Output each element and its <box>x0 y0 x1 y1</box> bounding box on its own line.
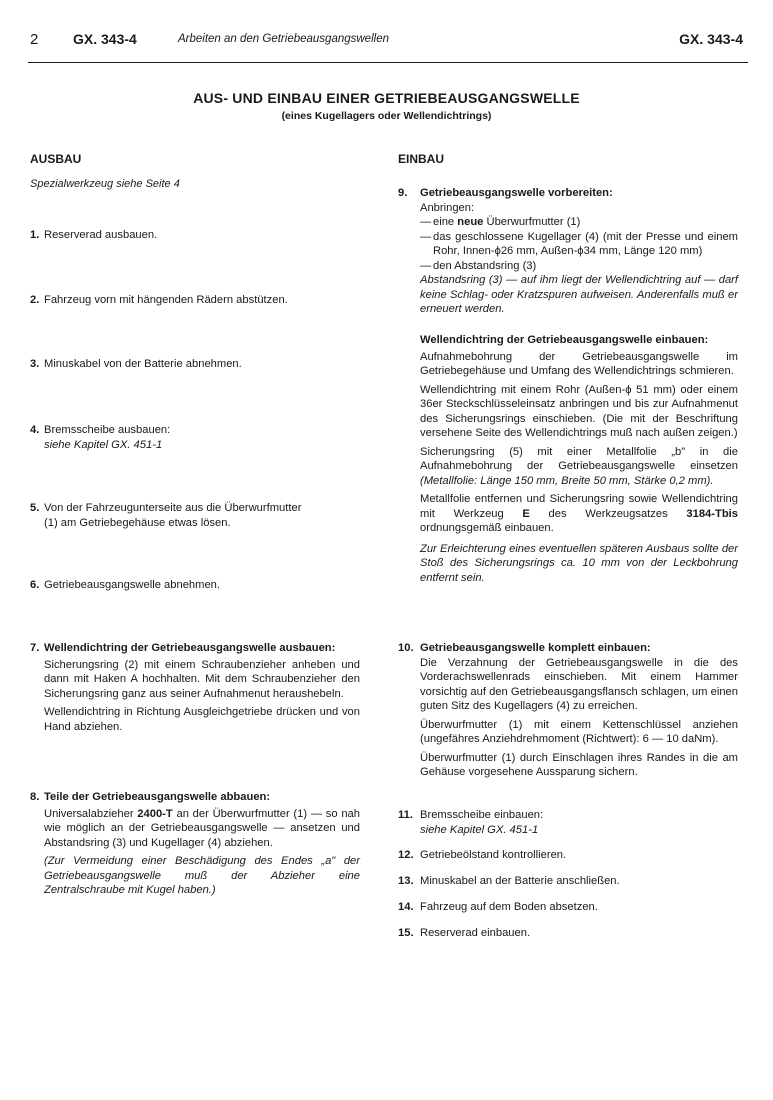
step-heading: Getriebeausgangswelle vorbereiten: <box>420 187 613 199</box>
step-text: Minuskabel von der Batterie abnehmen. <box>44 358 242 370</box>
einbau-step-13 <box>398 874 738 889</box>
step-number: 4. <box>30 424 40 436</box>
step-paragraph: Sicherungsring (5) mit einer Metallfolie „b" in die Aufnahmebohrung der Getriebeausgangswelle einsetzen (Metallfolie: Länge 150 mm, Breite 50 mm, Stärke 0,2 mm). <box>420 445 738 487</box>
step-number: 15. <box>398 927 414 939</box>
step-paragraph: Aufnahmebohrung der Getriebeausgangswelle im Getriebegehäuse und Umfang des Wellendichtrings schmieren. <box>420 350 738 377</box>
tool-code: 3184-Tbis <box>686 507 738 520</box>
step-number: 11. <box>398 809 413 821</box>
step-note: Zur Erleichterung eines eventuellen späteren Ausbaus sollte der Stoß des Sicherungsrings ca. 10 mm von der Leckbohrung entfernt sein. <box>420 542 738 584</box>
step-heading: Wellendichtring der Getriebeausgangswelle ausbauen: <box>44 642 336 654</box>
step-intro: Anbringen: <box>420 201 475 214</box>
step-heading: Wellendichtring der Getriebeausgangswelle einbauen: <box>420 334 709 346</box>
einbau-step-9 <box>398 186 738 321</box>
section-title: Arbeiten an den Getriebeausgangswellen <box>178 33 389 45</box>
step-text: Reserverad einbauen. <box>420 927 531 939</box>
step-number: 3. <box>30 358 40 370</box>
step-text: Minuskabel an der Batterie anschließen. <box>420 875 620 887</box>
ausbau-step-5 <box>30 501 375 530</box>
step-number: 7. <box>30 642 40 654</box>
document-code-left: GX. 343-4 <box>73 31 137 47</box>
step-paragraph: Wellendichtring in Richtung Ausgleichgetriebe drücken und von Hand abziehen. <box>44 706 360 733</box>
list-item: — den Abstandsring (3) <box>420 259 537 272</box>
ausbau-step-3 <box>30 357 370 372</box>
document-code-right: GX. 343-4 <box>679 31 743 47</box>
page-subtitle: (eines Kugellagers oder Wellendichtrings) <box>281 110 492 122</box>
step-heading: Getriebeausgangswelle komplett einbauen: <box>420 642 651 654</box>
step-number: 6. <box>30 579 40 591</box>
step-paragraph: Überwurfmutter (1) mit einem Kettenschlüssel anziehen (ungefähres Anziehdrehmoment (Richtwert): 6 — 10 daNm). <box>420 718 738 745</box>
ausbau-step-4 <box>30 423 370 452</box>
einbau-step-11 <box>398 808 738 837</box>
einbau-heading: EINBAU <box>398 152 445 166</box>
step-number: 9. <box>398 187 408 199</box>
step-paragraph: Sicherungsring (2) mit einem Schraubenzieher anheben und dann mit Haken A hochhalten. Mit dem Schraubenzieher den Sicherungsring ganz aus seiner Aufnahmenut heraushebeln. <box>44 658 360 700</box>
step-paragraph: Die Verzahnung der Getriebeausgangswelle in die des Vorderachswellenrads einschieben. Mit einem Hammer vorsichtig auf den Getriebeausgangsflansch schlagen, um einen guten Sitz des Kugellagers (4) zu erreichen. <box>420 656 738 712</box>
step-text: Getriebeausgangswelle abnehmen. <box>44 579 221 591</box>
step-number: 1. <box>30 229 40 241</box>
step-note: (Zur Vermeidung einer Beschädigung des Endes „a" der Getriebeausgangswelle muß der Abzieher eine Zentralschraube mit Kugel haben.) <box>44 855 360 896</box>
step-number: 2. <box>30 294 40 306</box>
step-text: Bremsscheibe ausbauen: <box>44 424 171 436</box>
special-tool-note: Spezialwerkzeug siehe Seite 4 <box>30 178 180 190</box>
page-header <box>25 31 748 51</box>
step-text: Fahrzeug vorn mit hängenden Rädern abstützen. <box>44 294 288 306</box>
step-number: 14. <box>398 901 414 913</box>
page-number: 2 <box>30 31 39 48</box>
tool-code: E <box>522 507 530 520</box>
step-number: 12. <box>398 849 414 861</box>
step-heading: Teile der Getriebeausgangswelle abbauen: <box>44 791 271 803</box>
step-number: 10. <box>398 642 414 654</box>
step-paragraph: Überwurfmutter (1) durch Einschlagen ihres Randes in die am Gehäuse vorgesehene Aussparung sichern. <box>420 751 738 778</box>
einbau-step-15 <box>398 926 738 941</box>
step-paragraph: Metallfolie entfernen und Sicherungsring sowie Wellendichtring mit Werkzeug E des Werkzeugsatzes 3184-Tbis ordnungsgemäß einbauen. <box>420 493 738 534</box>
list-item: — das geschlossene Kugellager (4) (mit der Presse und einem Rohr, Innen-ϕ26 mm, Außen-ϕ34 mm, Länge 120 mm) <box>420 230 738 257</box>
ausbau-step-8 <box>30 790 360 902</box>
step-paragraph: Universalabzieher 2400-T an der Überwurfmutter (1) — so nah wie möglich an der Getriebeausgangswelle — ansetzen und Abstandsring (3) und Kugellager (4) abziehen. <box>44 807 360 849</box>
step-number: 8. <box>30 791 40 803</box>
ausbau-step-7 <box>30 641 360 738</box>
einbau-wellendichtring <box>398 333 738 589</box>
tool-code: 2400-T <box>137 807 173 820</box>
step-text-line: (1) am Getriebegehäuse etwas lösen. <box>44 516 231 529</box>
chapter-reference: siehe Kapitel GX. 451-1 <box>420 823 539 836</box>
ausbau-step-1 <box>30 228 370 243</box>
step-text: Getriebeölstand kontrollieren. <box>420 849 567 861</box>
step-paragraph: Wellendichtring mit einem Rohr (Außen-ϕ 51 mm) oder einem 36er Steckschlüsseleinsatz anbringen und bis zur Aufnahmenut des Sicherungsrings einschieben. (Die mit der Beschriftung versehene Seite des Wellendichtrings muß nach außen zeigen.) <box>420 383 738 439</box>
step-text-line: Von der Fahrzeugunterseite aus die Überwurfmutter <box>44 502 302 514</box>
ausbau-step-2 <box>30 293 370 308</box>
page-title: AUS- UND EINBAU EINER GETRIEBEAUSGANGSWELLE <box>193 90 580 106</box>
chapter-reference: siehe Kapitel GX. 451-1 <box>44 438 163 451</box>
list-item: — eine neue Überwurfmutter (1) <box>420 216 581 228</box>
einbau-step-10 <box>398 641 738 784</box>
einbau-step-12 <box>398 848 738 863</box>
einbau-step-14 <box>398 900 738 915</box>
step-number: 5. <box>30 502 40 514</box>
step-number: 13. <box>398 875 414 887</box>
step-text: Fahrzeug auf dem Boden absetzen. <box>420 901 598 913</box>
step-note: Abstandsring (3) — auf ihm liegt der Wellendichtring auf — darf keine Schlag- oder Kratzspuren aufweisen. Anderenfalls muß er erneuert werden. <box>420 274 738 315</box>
header-rule <box>28 62 748 63</box>
ausbau-step-6 <box>30 578 370 593</box>
step-text: Reserverad ausbauen. <box>44 229 158 241</box>
ausbau-heading: AUSBAU <box>30 152 82 166</box>
step-text: Bremsscheibe einbauen: <box>420 809 544 821</box>
